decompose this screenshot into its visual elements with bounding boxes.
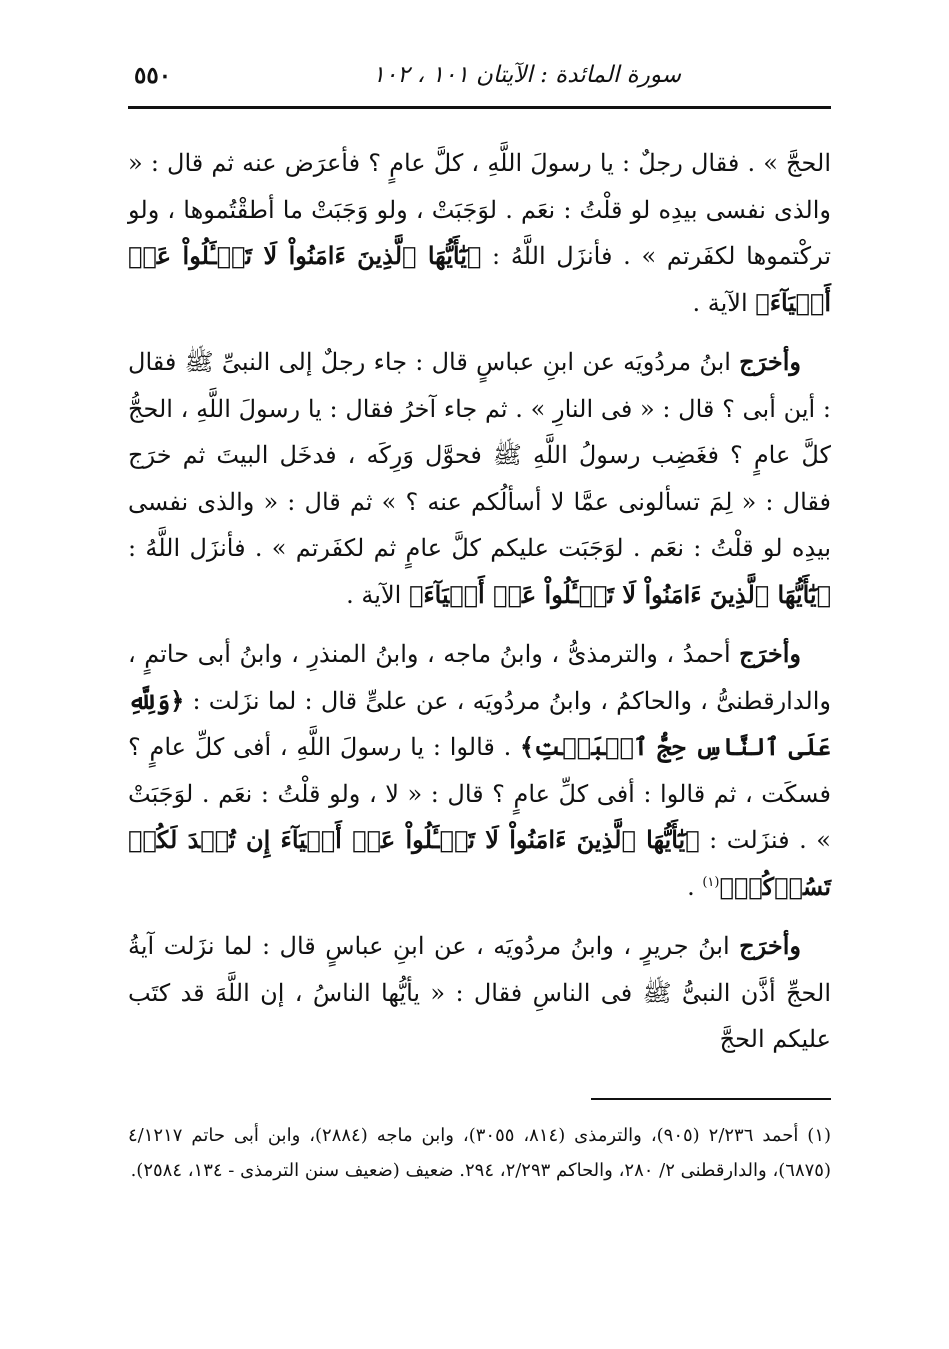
verse-close-bracket: ﴾	[755, 287, 770, 317]
footnote-1: (١) أحمد ٢/٢٣٦ (٩٠٥)، والترمذى (٨١٤، ٣٠٥٥)، وابن ماجه (٢٨٨٤)، وابن أبى حاتم ٤/١٢١٧ (٦٨٧٥)، والدارقطنى ٢/ ٢٨٠، والحاكم ٢/٢٩٣، ٢٩٤. ضعيف (ضعيف سنن الترمذى - ١٣٤، ٢٥٨٤).	[128, 1125, 832, 1181]
footnote-reference[interactable]: (١)	[702, 874, 720, 890]
page-header	[128, 60, 831, 100]
paragraph-text: ابنُ مردُويَه عن ابنِ عباسٍ قال : جاء رجلٌ إلى النبىِّ ﷺ فقال : أين أبى ؟ قال : « فى النارِ » . ثم جاء آخرُ فقال : يا رسولَ اللَّهِ ، الحجُّ كلَّ عامٍ ؟ فغَضِب رسولُ اللَّهِ ﷺ فحوَّل وَرِكَه ، فدخَل البيتَ ثم خرَج فقال : « لِمَ تسألونى عمَّا لا أسألُكم عنه ؟ » ثم قال : « والذى نفسى بيدِه لو قلْتُ : نعَم . لوَجَبَت عليكم كلَّ عامٍ ثم لكفَرتم » . فأنزَل اللَّهُ :	[128, 348, 831, 562]
paragraph-text: أحمدُ ، والترمذىُّ ، وابنُ ماجه ، وابنُ المنذرِ ، وابنُ أبى حاتمٍ ، والدارقطنىُّ ، والحاكمُ ، وابنُ مردُويَه ، عن علىٍّ قال : لما نزَلت :	[128, 640, 831, 715]
verse-close-bracket: ﴾	[520, 732, 535, 761]
quran-verse: وَلِلَّهِ عَلَى ٱلنَّاسِ حِجُّ ٱلۡبَيۡتِ	[128, 685, 831, 761]
page-body	[128, 140, 831, 1063]
paragraph-lead: وأخرَج	[739, 347, 801, 376]
paragraph-text: الحجَّ » . فقال رجلٌ : يا رسولَ اللَّهِ ، كلَّ عامٍ ؟ فأعرَض عنه ثم قال : « والذى نفسى بيدِه لو قلْتُ : نعَم . لوَجَبَتْ ، ولو وَجَبَتْ ما أطقْتُموها ، ولو تركْتموها لكفَرتم » . فأنزَل اللَّهُ :	[128, 149, 832, 270]
paragraph-text: . قالوا : يا رسولَ اللَّهِ ، أفى كلِّ عامٍ ؟ فسكَت ، ثم قالوا : أفى كلِّ عامٍ ؟ قال : « لا ، ولو قلْتُ : نعَم . لوَجَبَتْ » . فنزَلت :	[128, 733, 831, 854]
verse-open-bracket: ﴿	[685, 825, 700, 854]
quran-verse: يَٰٓأَيُّهَا ٱلَّذِينَ ءَامَنُواْ لَا تَسۡـَٔلُواْ عَنۡ أَشۡيَآءَ إِن تُبۡدَ لَكُمۡ تَسُؤۡكُمۡ	[128, 825, 831, 901]
page-number: ٥٥٠	[134, 62, 172, 89]
verse-open-bracket: ﴿	[816, 579, 831, 609]
paragraph-lead: وأخرَج	[739, 931, 801, 960]
paragraph-text: الآية .	[346, 580, 409, 609]
paragraph-2	[128, 339, 831, 618]
paragraph-1	[128, 140, 831, 326]
verse-open-bracket: ﴿	[466, 241, 482, 270]
running-head: سورة المائدة : الآيتان ١٠١ ، ١٠٢	[372, 62, 681, 88]
footnote-rule	[591, 1098, 831, 1100]
paragraph-4	[128, 923, 831, 1063]
paragraph-3	[128, 631, 831, 910]
paragraph-text: .	[687, 872, 703, 901]
paragraph-text: ابنُ جريرٍ ، وابنُ مردُويَه ، عن ابنِ عباسٍ قال : لما نزَلت آيةُ الحجِّ أذَّن النبىُّ ﷺ فى الناسِ فقال : « يأيُّها الناسُ ، إن اللَّهَ قد كتَب عليكم الحجَّ	[128, 932, 831, 1053]
verse-close-bracket: ﴾	[408, 579, 424, 609]
footnotes	[128, 1118, 831, 1188]
verse-close-bracket: ﴾	[719, 871, 734, 901]
paragraph-text: الآية .	[692, 288, 756, 317]
quran-verse: يَٰٓأَيُّهَا ٱلَّذِينَ ءَامَنُواْ لَا تَسۡـَٔلُواْ عَنۡ أَشۡيَآءَ	[423, 579, 817, 609]
paragraph-lead: وأخرَج	[739, 639, 801, 668]
verse-open-bracket: ﴿	[170, 685, 185, 715]
header-rule	[128, 106, 831, 109]
quran-verse: يَٰٓأَيُّهَا ٱلَّذِينَ ءَامَنُواْ لَا تَسۡـَٔلُواْ عَنۡ أَشۡيَآءَ	[128, 241, 831, 317]
